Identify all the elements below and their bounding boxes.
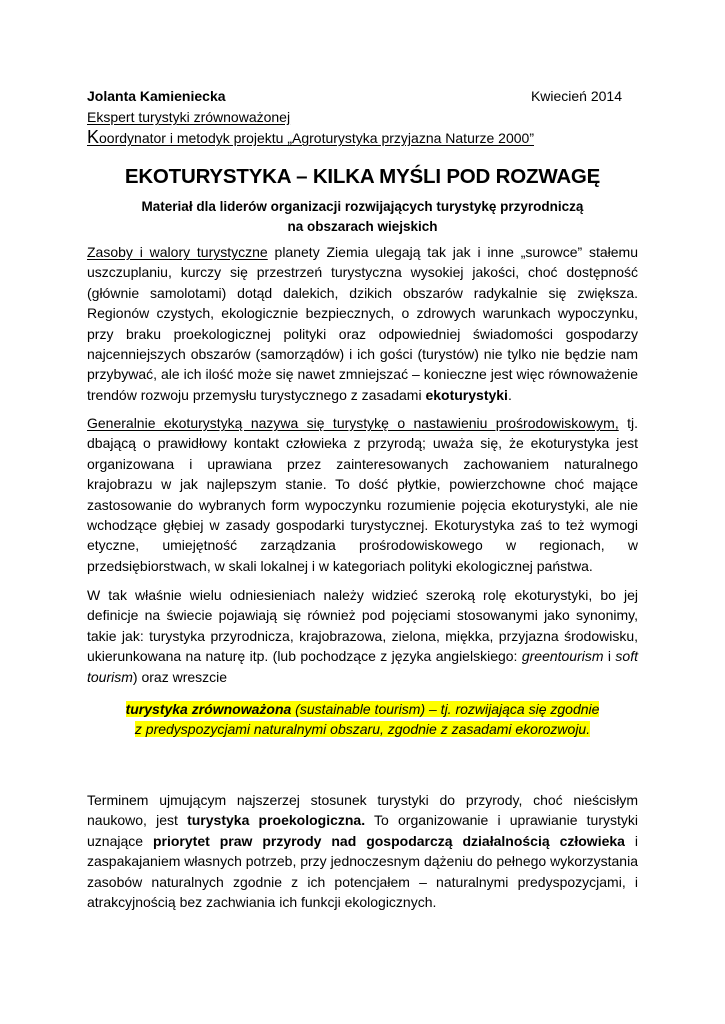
paragraph-1-lead: Zasoby i walory turystyczne bbox=[87, 244, 268, 260]
subtitle-line-2: na obszarach wiejskich bbox=[287, 219, 438, 234]
paragraph-3-term-1: greentourism bbox=[521, 648, 604, 665]
highlight-line-1-rest: (sustainable tourism) – tj. rozwijająca się zgodnie bbox=[291, 701, 600, 717]
author-role-coordinator bbox=[87, 128, 624, 149]
highlight-line-2-text: z predyspozycjami naturalnymi obszaru, zgodnie z zasadami ekorozwoju. bbox=[134, 721, 591, 737]
author-row bbox=[87, 86, 624, 107]
subtitle-line-1: Materiał dla liderów organizacji rozwijających turystykę przyrodniczą bbox=[141, 199, 584, 214]
highlight-line-1 bbox=[87, 699, 638, 719]
paragraph-3-end: ) oraz wreszcie bbox=[132, 668, 228, 685]
author-name: Jolanta Kamieniecka bbox=[87, 88, 226, 104]
paragraph-1-end: . bbox=[507, 386, 512, 403]
paragraph-4 bbox=[87, 790, 638, 912]
highlight-term: turystyka zrównoważona bbox=[125, 701, 292, 717]
paragraph-4-bold-1: turystyka proekologiczna. bbox=[187, 812, 366, 829]
document-title: EKOTURYSTYKA – KILKA MYŚLI POD ROZWAGĘ bbox=[124, 165, 601, 188]
paragraph-2-body: tj. dbającą o prawidłowy kontakt człowieka z przyrodą; uważa się, że ekoturystyka jest organizowana i uprawiana przez zainteresowanych zachowaniem naturalnego krajobrazu w jak najlepszym stanie. To dość płytkie, powierzchowne choć mające zastosowanie do wybranych form wypoczynku rozumienie pojęcia ekoturystyki, ale nie wchodzące głębiej w zasady gospodarki turystycznej. Ekoturystyka zaś to też wymogi etyczne, umiejętność zarządzania prośrodowiskowego w regionach, w przedsiębiorstwach, w skali lokalnej i w kategoriach polityki ekologicznej państwa. bbox=[87, 415, 638, 574]
paragraph-1-bold: ekoturystyki bbox=[425, 386, 508, 403]
document-header bbox=[87, 86, 624, 149]
role-rest: oordynator i metodyk projektu „Agroturystyka przyjazna Naturze 2000” bbox=[99, 130, 534, 146]
document-date: Kwiecień 2014 bbox=[530, 88, 622, 104]
paragraph-1 bbox=[87, 242, 638, 405]
paragraph-4-bold-2: priorytet praw przyrody nad gospodarczą działalnością człowieka bbox=[152, 832, 625, 849]
paragraph-3 bbox=[87, 585, 638, 687]
paragraph-3-term-2: soft tourism bbox=[87, 648, 638, 685]
highlighted-definition bbox=[87, 699, 638, 739]
document-subtitle bbox=[80, 197, 645, 237]
author-role-expert: Ekspert turystyki zrównoważonej bbox=[87, 109, 291, 125]
paragraph-3-mid: i bbox=[603, 648, 616, 665]
paragraph-1-body: planety Ziemia ulegają tak jak i inne „surowce” stałemu uszczuplaniu, kurczy się przestrzeń turystyczna wysokiej jakości, choć dostępność (głównie samolotami) dotąd dalekich, dzikich obszarów radykalnie się zwiększa. Regionów czystych, ekologicznie bezpiecznych, o zdrowych warunkach wypoczynku, przy braku proekologicznej polityki oraz odpowiedniej świadomości gospodarzy najcenniejszych obszarów (samorządów) i ich gości (turystów) nie tylko nie będzie nam przybywać, ale ich ilość może się nawet zmniejszać – konieczne jest więc równoważenie trendów rozwoju przemysłu turystycznego z zasadami bbox=[87, 244, 639, 403]
paragraph-3-body: W tak właśnie wielu odniesieniach należy widzieć szeroką rolę ekoturystyki, bo jej definicje na świecie pojawiają się również pod pojęciami stosowanymi jako synonimy, takie jak: turystyka przyrodnicza, krajobrazowa, zielona, miękka, przyjazna środowisku, ukierunkowana na naturę itp. (lub pochodzące z języka angielskiego: bbox=[87, 587, 638, 665]
role-initial: K bbox=[87, 127, 100, 147]
paragraph-4-a: Terminem ujmującym najszerzej stosunek turystyki do przyrody, choć nieścisłym naukowo, jest bbox=[87, 792, 638, 829]
paragraph-2-lead: Generalnie ekoturystyką nazywa się turystykę o nastawieniu prośrodowiskowym, bbox=[87, 415, 619, 431]
paragraph-4-c: To organizowanie i uprawianie turystyki uznające bbox=[87, 812, 639, 849]
highlight-line-2 bbox=[87, 719, 638, 739]
paragraph-4-d: i zaspakajaniem własnych potrzeb, przy jednoczesnym dążeniu do pełnego wykorzystania zasobów naturalnych zgodnie z ich potencjałem – naturalnymi predyspozycjami, i atrakcyjnością bez zachwiania ich funkcji ekologicznych. bbox=[87, 832, 638, 911]
paragraph-2 bbox=[87, 413, 638, 576]
